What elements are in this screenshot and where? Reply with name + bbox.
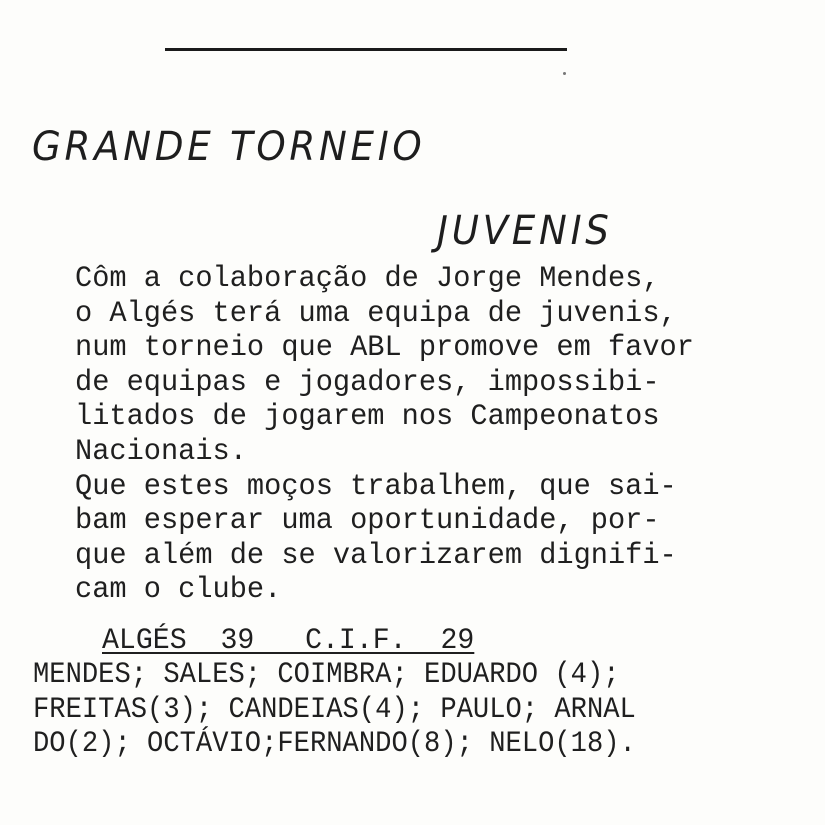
paper-speck bbox=[563, 72, 566, 75]
player-line: DO(2); OCTÁVIO;FERNANDO(8); NELO(18). bbox=[33, 727, 636, 762]
paragraph-line: o Algés terá uma equipa de juvenis, bbox=[75, 296, 677, 331]
top-divider-rule bbox=[165, 48, 567, 51]
player-line: FREITAS(3); CANDEIAS(4); PAULO; ARNAL bbox=[33, 692, 636, 727]
paragraph-line: cam o clube. bbox=[75, 573, 282, 608]
headline-grande-torneio: GRANDE TORNEIO bbox=[32, 124, 426, 170]
paragraph-line: Nacionais. bbox=[75, 434, 247, 469]
match-score-line: ALGÉS 39 C.I.F. 29 bbox=[102, 624, 475, 658]
player-line: MENDES; SALES; COIMBRA; EDUARDO (4); bbox=[33, 658, 620, 692]
paragraph-line: de equipas e jogadores, impossibi- bbox=[75, 365, 660, 400]
article-paragraph bbox=[75, 262, 763, 608]
player-list bbox=[33, 658, 748, 762]
headline-juvenis: JUVENIS bbox=[437, 208, 613, 254]
paragraph-line: Que estes moços trabalhem, que sai- bbox=[75, 469, 677, 504]
paragraph-line: litados de jogarem nos Campeonatos bbox=[75, 400, 660, 435]
paragraph-line: que além de se valorizarem dignifi- bbox=[75, 538, 677, 573]
paragraph-line: bam esperar uma oportunidade, por- bbox=[75, 504, 660, 539]
paragraph-line: Côm a colaboração de Jorge Mendes, bbox=[75, 262, 660, 296]
paragraph-line: num torneio que ABL promove em favor bbox=[75, 331, 694, 366]
